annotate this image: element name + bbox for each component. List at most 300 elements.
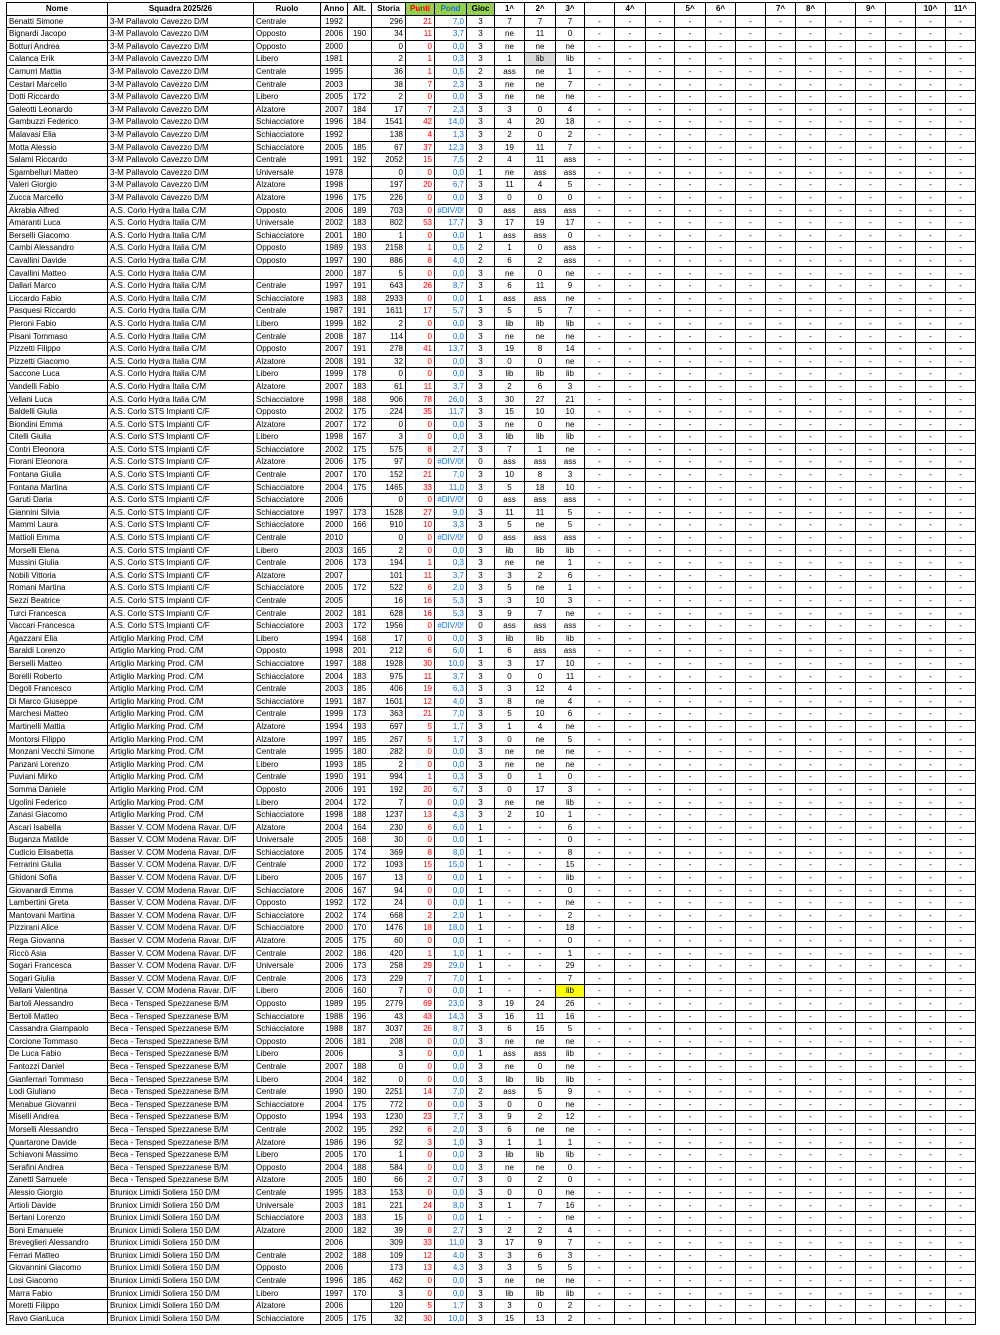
cell-alt: 172 xyxy=(348,897,372,910)
cell-ruolo: Schiacciatore xyxy=(254,909,321,922)
cell-g1: 15 xyxy=(495,406,525,419)
cell-empty-round: - xyxy=(916,368,946,381)
table-row xyxy=(7,632,976,645)
cell-empty-round: - xyxy=(856,657,886,670)
cell-empty-round: - xyxy=(856,708,886,721)
cell-storia: 1601 xyxy=(372,695,406,708)
cell-punti: 0 xyxy=(406,1274,435,1287)
cell-pond: 0,0 xyxy=(435,1186,467,1199)
cell-g1: 19 xyxy=(495,141,525,154)
cell-g3: 1 xyxy=(556,1136,585,1149)
cell-pond: #DIV/0! xyxy=(435,204,467,217)
cell-empty-round: - xyxy=(736,1312,766,1325)
cell-empty-round: - xyxy=(796,343,826,356)
cell-ruolo: Schiacciatore xyxy=(254,1023,321,1036)
cell-empty-round: - xyxy=(766,960,796,973)
cell-empty-round: - xyxy=(615,884,646,897)
cell-empty-round: - xyxy=(766,481,796,494)
cell-empty-round: - xyxy=(615,166,646,179)
cell-empty-round: - xyxy=(615,758,646,771)
cell-empty-round: - xyxy=(675,846,706,859)
cell-empty-round: - xyxy=(766,657,796,670)
cell-nome: Miselli Andrea xyxy=(7,1111,108,1124)
cell-empty-round: - xyxy=(826,607,856,620)
cell-g3: 12 xyxy=(556,1111,585,1124)
cell-empty-round: - xyxy=(706,531,736,544)
cell-empty-round: - xyxy=(736,456,766,469)
column-header-pond: Pond xyxy=(435,3,467,16)
cell-gioc: 2 xyxy=(467,154,495,167)
table-row xyxy=(7,1098,976,1111)
cell-empty-round: - xyxy=(675,166,706,179)
cell-empty-round: - xyxy=(585,431,615,444)
cell-empty-round: - xyxy=(856,620,886,633)
table-row xyxy=(7,229,976,242)
cell-g2: lib xyxy=(525,1149,556,1162)
cell-punti: 0 xyxy=(406,544,435,557)
cell-pond: 0,0 xyxy=(435,834,467,847)
cell-nome: Cudicio Elisabetta xyxy=(7,846,108,859)
cell-empty-round: - xyxy=(796,1312,826,1325)
cell-empty-round: - xyxy=(856,607,886,620)
cell-empty-round: - xyxy=(585,494,615,507)
cell-empty-round: - xyxy=(736,468,766,481)
cell-nome: Akrabia Alfred xyxy=(7,204,108,217)
cell-empty-round: - xyxy=(856,783,886,796)
cell-pond: 0,0 xyxy=(435,871,467,884)
cell-alt xyxy=(348,78,372,91)
cell-empty-round: - xyxy=(646,922,675,935)
table-row xyxy=(7,1023,976,1036)
cell-empty-round: - xyxy=(736,91,766,104)
cell-alt: 172 xyxy=(348,859,372,872)
cell-gioc: 3 xyxy=(467,15,495,28)
cell-alt: 175 xyxy=(348,456,372,469)
cell-empty-round: - xyxy=(646,217,675,230)
cell-empty-round: - xyxy=(736,305,766,318)
cell-g2: ass xyxy=(525,292,556,305)
cell-empty-round: - xyxy=(766,922,796,935)
cell-g2: lib xyxy=(525,368,556,381)
cell-squadra: A.S. Corlo Hydra Italia C/M xyxy=(108,254,254,267)
cell-empty-round: - xyxy=(796,191,826,204)
cell-g1: ass xyxy=(495,1048,525,1061)
cell-empty-round: - xyxy=(646,431,675,444)
cell-empty-round: - xyxy=(706,834,736,847)
cell-storia: 153 xyxy=(372,1186,406,1199)
cell-empty-round: - xyxy=(946,557,976,570)
cell-empty-round: - xyxy=(826,695,856,708)
cell-empty-round: - xyxy=(585,103,615,116)
cell-g2: lib xyxy=(525,1287,556,1300)
cell-g1: - xyxy=(495,985,525,998)
cell-ruolo: Libero xyxy=(254,53,321,66)
cell-g2: ne xyxy=(525,746,556,759)
table-row xyxy=(7,1224,976,1237)
cell-empty-round: - xyxy=(615,796,646,809)
cell-empty-round: - xyxy=(766,242,796,255)
cell-empty-round: - xyxy=(736,166,766,179)
cell-empty-round: - xyxy=(856,1098,886,1111)
cell-empty-round: - xyxy=(826,1212,856,1225)
cell-empty-round: - xyxy=(585,280,615,293)
cell-empty-round: - xyxy=(646,380,675,393)
cell-squadra: 3-M Pallavolo Cavezzo D/M xyxy=(108,28,254,41)
cell-empty-round: - xyxy=(706,317,736,330)
cell-squadra: A.S. Corlo STS Impianti C/F xyxy=(108,506,254,519)
cell-empty-round: - xyxy=(886,418,916,431)
cell-storia: 2158 xyxy=(372,242,406,255)
cell-empty-round: - xyxy=(886,1186,916,1199)
cell-empty-round: - xyxy=(615,53,646,66)
cell-anno: 1999 xyxy=(321,368,348,381)
cell-empty-round: - xyxy=(736,922,766,935)
cell-empty-round: - xyxy=(706,368,736,381)
cell-empty-round: - xyxy=(646,141,675,154)
cell-g1: 1 xyxy=(495,242,525,255)
cell-empty-round: - xyxy=(675,1161,706,1174)
table-row xyxy=(7,166,976,179)
cell-gioc: 1 xyxy=(467,947,495,960)
cell-empty-round: - xyxy=(856,91,886,104)
cell-empty-round: - xyxy=(796,91,826,104)
cell-ruolo: Opposto xyxy=(254,406,321,419)
cell-alt: 190 xyxy=(348,254,372,267)
cell-empty-round: - xyxy=(826,1010,856,1023)
cell-storia: 1611 xyxy=(372,305,406,318)
cell-empty-round: - xyxy=(916,1262,946,1275)
cell-punti: 7 xyxy=(406,78,435,91)
cell-empty-round: - xyxy=(916,154,946,167)
cell-empty-round: - xyxy=(706,695,736,708)
cell-squadra: A.S. Corlo Hydra Italia C/M xyxy=(108,242,254,255)
cell-gioc: 3 xyxy=(467,632,495,645)
cell-nome: Benatti Simone xyxy=(7,15,108,28)
cell-punti: 26 xyxy=(406,1023,435,1036)
cell-g1: ne xyxy=(495,78,525,91)
cell-empty-round: - xyxy=(675,582,706,595)
cell-pond: 8,7 xyxy=(435,280,467,293)
cell-empty-round: - xyxy=(916,1111,946,1124)
table-row xyxy=(7,204,976,217)
cell-empty-round: - xyxy=(766,65,796,78)
cell-empty-round: - xyxy=(856,846,886,859)
cell-pond: 0,0 xyxy=(435,40,467,53)
table-row xyxy=(7,569,976,582)
cell-empty-round: - xyxy=(736,292,766,305)
cell-empty-round: - xyxy=(826,154,856,167)
cell-empty-round: - xyxy=(856,179,886,192)
cell-empty-round: - xyxy=(646,607,675,620)
cell-empty-round: - xyxy=(796,15,826,28)
cell-empty-round: - xyxy=(615,594,646,607)
cell-nome: Galeotti Leonardo xyxy=(7,103,108,116)
cell-g3: 0 xyxy=(556,28,585,41)
cell-squadra: 3-M Pallavolo Cavezzo D/M xyxy=(108,166,254,179)
cell-g1: 17 xyxy=(495,217,525,230)
cell-alt xyxy=(348,569,372,582)
cell-empty-round: - xyxy=(916,1123,946,1136)
cell-empty-round: - xyxy=(706,204,736,217)
cell-gioc: 2 xyxy=(467,254,495,267)
cell-g3: 5 xyxy=(556,1262,585,1275)
cell-gioc: 3 xyxy=(467,1073,495,1086)
cell-empty-round: - xyxy=(856,683,886,696)
cell-nome: Menabue Giovanni xyxy=(7,1098,108,1111)
cell-empty-round: - xyxy=(585,871,615,884)
cell-empty-round: - xyxy=(585,254,615,267)
cell-squadra: 3-M Pallavolo Cavezzo D/M xyxy=(108,78,254,91)
cell-empty-round: - xyxy=(706,280,736,293)
cell-nome: Morselli Elena xyxy=(7,544,108,557)
cell-gioc: 3 xyxy=(467,1274,495,1287)
cell-g2: 6 xyxy=(525,380,556,393)
cell-empty-round: - xyxy=(826,330,856,343)
table-row xyxy=(7,821,976,834)
cell-empty-round: - xyxy=(856,368,886,381)
cell-empty-round: - xyxy=(886,53,916,66)
cell-empty-round: - xyxy=(706,859,736,872)
cell-punti: 14 xyxy=(406,1086,435,1099)
cell-empty-round: - xyxy=(826,305,856,318)
cell-empty-round: - xyxy=(585,456,615,469)
cell-gioc: 3 xyxy=(467,406,495,419)
cell-empty-round: - xyxy=(826,1023,856,1036)
cell-empty-round: - xyxy=(646,859,675,872)
cell-empty-round: - xyxy=(766,166,796,179)
cell-ruolo: Centrale xyxy=(254,1186,321,1199)
cell-empty-round: - xyxy=(886,897,916,910)
cell-alt: 180 xyxy=(348,1174,372,1187)
cell-g2: - xyxy=(525,884,556,897)
cell-punti: 16 xyxy=(406,607,435,620)
cell-g1: ne xyxy=(495,330,525,343)
cell-empty-round: - xyxy=(585,1149,615,1162)
cell-empty-round: - xyxy=(585,519,615,532)
cell-gioc: 3 xyxy=(467,116,495,129)
cell-empty-round: - xyxy=(766,620,796,633)
cell-g3: 4 xyxy=(556,683,585,696)
cell-g3: 5 xyxy=(556,733,585,746)
table-row xyxy=(7,1262,976,1275)
cell-empty-round: - xyxy=(736,947,766,960)
cell-ruolo: Schiacciatore xyxy=(254,519,321,532)
cell-empty-round: - xyxy=(886,582,916,595)
cell-empty-round: - xyxy=(886,393,916,406)
cell-empty-round: - xyxy=(886,1312,916,1325)
cell-empty-round: - xyxy=(946,809,976,822)
cell-empty-round: - xyxy=(675,594,706,607)
cell-empty-round: - xyxy=(886,204,916,217)
cell-gioc: 3 xyxy=(467,305,495,318)
cell-g1: 9 xyxy=(495,1111,525,1124)
cell-g3: 21 xyxy=(556,393,585,406)
cell-empty-round: - xyxy=(736,116,766,129)
cell-g1: ass xyxy=(495,65,525,78)
cell-gioc: 3 xyxy=(467,783,495,796)
cell-empty-round: - xyxy=(826,821,856,834)
cell-punti: 6 xyxy=(406,645,435,658)
table-row xyxy=(7,418,976,431)
cell-nome: Breveglieri Alessandro xyxy=(7,1237,108,1250)
cell-punti: 0 xyxy=(406,871,435,884)
cell-nome: Degoli Francesco xyxy=(7,683,108,696)
table-row xyxy=(7,809,976,822)
cell-empty-round: - xyxy=(856,1262,886,1275)
cell-empty-round: - xyxy=(675,179,706,192)
cell-g1: 1 xyxy=(495,1136,525,1149)
cell-g1: - xyxy=(495,834,525,847)
cell-gioc: 3 xyxy=(467,128,495,141)
cell-g3: 0 xyxy=(556,834,585,847)
cell-storia: 197 xyxy=(372,179,406,192)
cell-empty-round: - xyxy=(615,934,646,947)
cell-empty-round: - xyxy=(886,922,916,935)
cell-g2: ne xyxy=(525,78,556,91)
cell-empty-round: - xyxy=(796,771,826,784)
cell-nome: Liccardo Fabio xyxy=(7,292,108,305)
cell-empty-round: - xyxy=(675,53,706,66)
cell-alt: 188 xyxy=(348,1161,372,1174)
cell-empty-round: - xyxy=(615,141,646,154)
cell-g2: - xyxy=(525,897,556,910)
cell-empty-round: - xyxy=(615,531,646,544)
cell-empty-round: - xyxy=(736,53,766,66)
cell-g2: 0 xyxy=(525,670,556,683)
cell-empty-round: - xyxy=(585,1073,615,1086)
cell-empty-round: - xyxy=(916,166,946,179)
cell-empty-round: - xyxy=(946,1274,976,1287)
cell-nome: Vellani Luca xyxy=(7,393,108,406)
cell-pond: 6,0 xyxy=(435,821,467,834)
cell-anno: 1997 xyxy=(321,506,348,519)
cell-empty-round: - xyxy=(736,191,766,204)
cell-squadra: Artiglio Marking Prod. C/M xyxy=(108,695,254,708)
cell-gioc: 3 xyxy=(467,217,495,230)
cell-g2: ne xyxy=(525,1035,556,1048)
cell-empty-round: - xyxy=(736,343,766,356)
cell-g3: lib xyxy=(556,53,585,66)
cell-g2: 0 xyxy=(525,418,556,431)
cell-ruolo: Alzatore xyxy=(254,456,321,469)
cell-empty-round: - xyxy=(706,191,736,204)
cell-g2: - xyxy=(525,871,556,884)
cell-empty-round: - xyxy=(766,1048,796,1061)
cell-empty-round: - xyxy=(766,317,796,330)
cell-empty-round: - xyxy=(646,733,675,746)
cell-empty-round: - xyxy=(946,1060,976,1073)
cell-empty-round: - xyxy=(585,758,615,771)
cell-squadra: Bruniox Limidi Soliera 150 D/M xyxy=(108,1224,254,1237)
cell-empty-round: - xyxy=(796,1086,826,1099)
cell-empty-round: - xyxy=(736,670,766,683)
cell-gioc: 3 xyxy=(467,1249,495,1262)
cell-empty-round: - xyxy=(916,1098,946,1111)
cell-empty-round: - xyxy=(585,65,615,78)
cell-empty-round: - xyxy=(946,531,976,544)
cell-alt: 172 xyxy=(348,91,372,104)
cell-g3: lib xyxy=(556,544,585,557)
cell-gioc: 3 xyxy=(467,1300,495,1313)
cell-g3: 0 xyxy=(556,771,585,784)
cell-empty-round: - xyxy=(796,997,826,1010)
column-header-gx3 xyxy=(736,3,766,16)
cell-anno: 1995 xyxy=(321,1186,348,1199)
cell-squadra: A.S. Corlo STS Impianti C/F xyxy=(108,519,254,532)
cell-empty-round: - xyxy=(585,229,615,242)
cell-punti: 1 xyxy=(406,53,435,66)
cell-storia: 92 xyxy=(372,1136,406,1149)
cell-empty-round: - xyxy=(706,330,736,343)
cell-empty-round: - xyxy=(766,771,796,784)
cell-g1: ne xyxy=(495,1274,525,1287)
cell-empty-round: - xyxy=(856,670,886,683)
cell-empty-round: - xyxy=(646,960,675,973)
cell-empty-round: - xyxy=(736,506,766,519)
table-row xyxy=(7,141,976,154)
cell-empty-round: - xyxy=(856,821,886,834)
cell-g1: 3 xyxy=(495,1262,525,1275)
cell-storia: 16 xyxy=(372,594,406,607)
cell-gioc: 3 xyxy=(467,1199,495,1212)
table-row xyxy=(7,15,976,28)
cell-g3: 4 xyxy=(556,695,585,708)
cell-empty-round: - xyxy=(796,141,826,154)
table-row xyxy=(7,468,976,481)
cell-storia: 906 xyxy=(372,393,406,406)
cell-anno: 1981 xyxy=(321,53,348,66)
cell-nome: Biondini Emma xyxy=(7,418,108,431)
cell-g3: 0 xyxy=(556,1174,585,1187)
cell-empty-round: - xyxy=(585,468,615,481)
cell-empty-round: - xyxy=(796,947,826,960)
cell-empty-round: - xyxy=(766,1186,796,1199)
cell-empty-round: - xyxy=(796,897,826,910)
cell-empty-round: - xyxy=(646,15,675,28)
cell-punti: 24 xyxy=(406,1199,435,1212)
cell-g2: - xyxy=(525,859,556,872)
cell-empty-round: - xyxy=(766,1161,796,1174)
cell-g3: lib xyxy=(556,1149,585,1162)
cell-empty-round: - xyxy=(585,557,615,570)
cell-nome: Nobili Vittoria xyxy=(7,569,108,582)
cell-empty-round: - xyxy=(615,582,646,595)
cell-empty-round: - xyxy=(796,1149,826,1162)
cell-empty-round: - xyxy=(826,846,856,859)
cell-empty-round: - xyxy=(706,670,736,683)
cell-empty-round: - xyxy=(916,1023,946,1036)
cell-empty-round: - xyxy=(796,544,826,557)
cell-pond: 0,0 xyxy=(435,1098,467,1111)
cell-empty-round: - xyxy=(856,557,886,570)
cell-punti: 30 xyxy=(406,657,435,670)
cell-empty-round: - xyxy=(826,191,856,204)
cell-empty-round: - xyxy=(706,1161,736,1174)
cell-empty-round: - xyxy=(886,733,916,746)
cell-empty-round: - xyxy=(796,1224,826,1237)
table-row xyxy=(7,708,976,721)
cell-empty-round: - xyxy=(916,494,946,507)
cell-empty-round: - xyxy=(886,997,916,1010)
cell-g2: - xyxy=(525,922,556,935)
cell-empty-round: - xyxy=(766,997,796,1010)
cell-storia: 7 xyxy=(372,985,406,998)
cell-nome: Fontana Giulia xyxy=(7,468,108,481)
cell-g2: 15 xyxy=(525,1023,556,1036)
cell-empty-round: - xyxy=(585,406,615,419)
cell-empty-round: - xyxy=(706,733,736,746)
cell-empty-round: - xyxy=(766,267,796,280)
